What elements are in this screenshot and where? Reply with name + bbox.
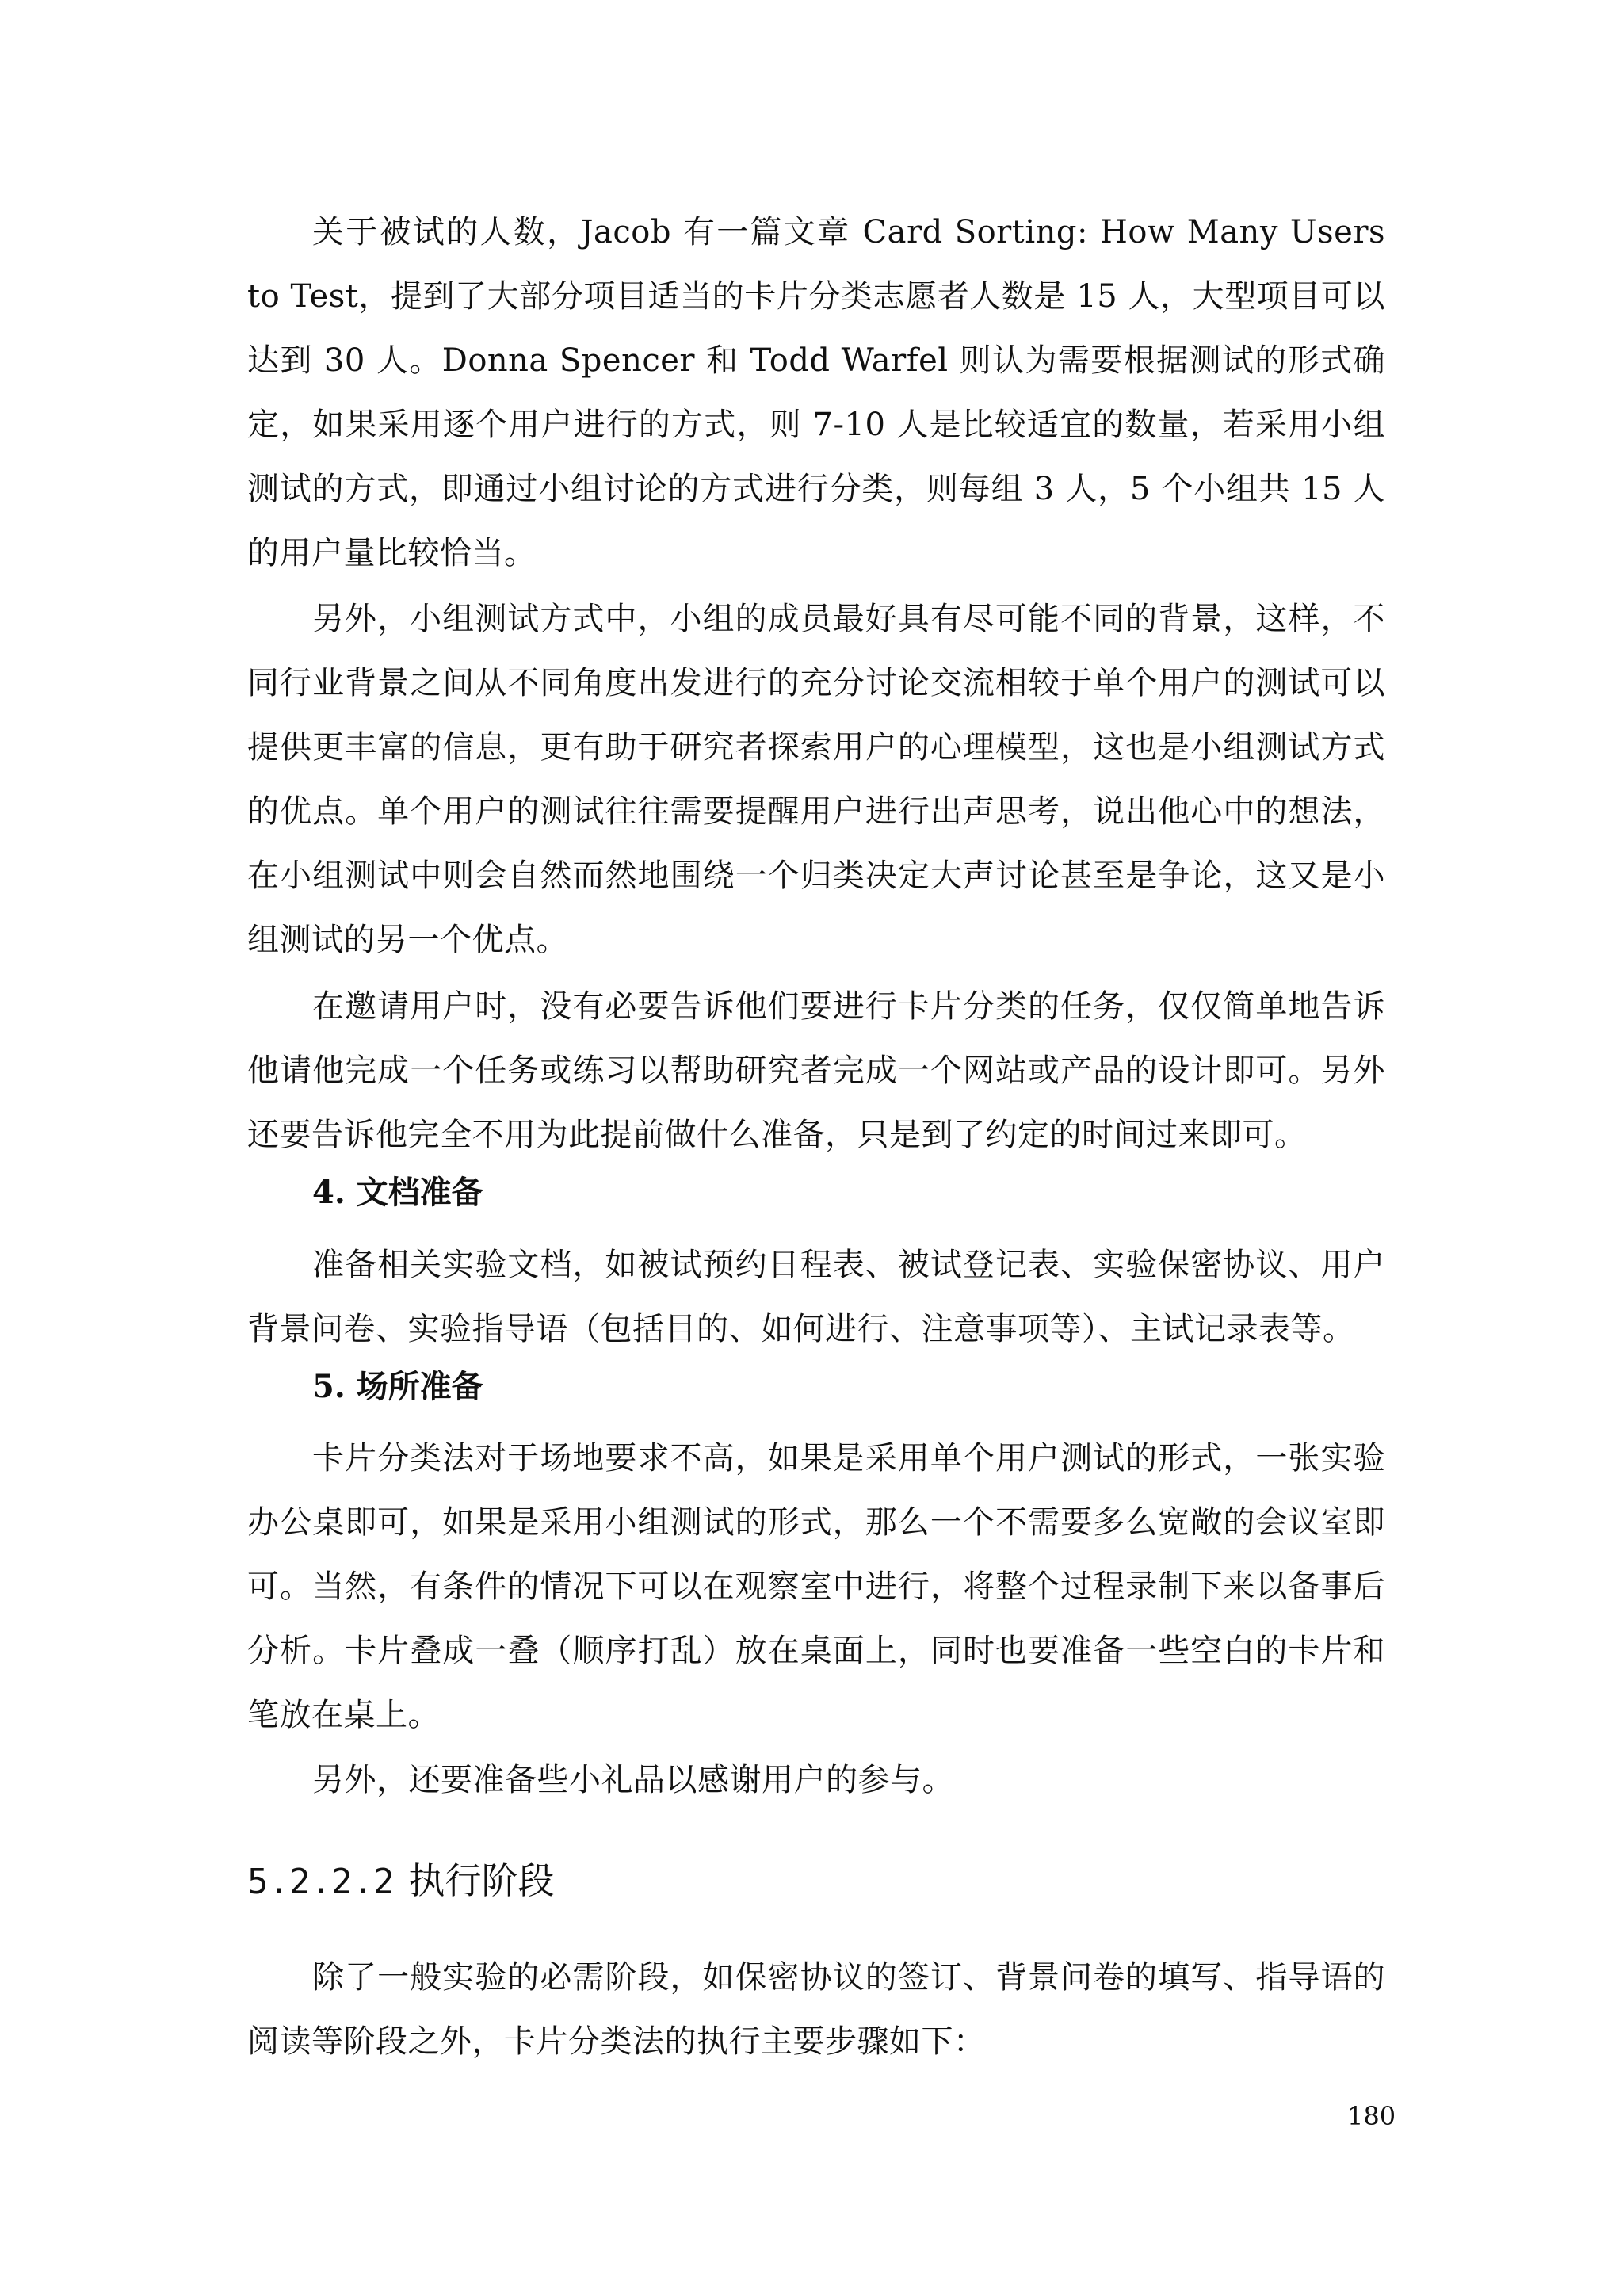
paragraph-document-preparation: 准备相关实验文档，如被试预约日程表、被试登记表、实验保密协议、用户背景问卷、实验指导语（包括目的、如何进行、注意事项等）、主试记录表等。 <box>247 1247 1385 1347</box>
paragraph-participant-count: 关于被试的人数，Jacob 有一篇文章 Card Sorting: How Many Users to Test，提到了大部分项目适当的卡片分类志愿者人数是 15 人，大型项目可以达到 30 人。Donna Spencer 和 Todd Warfel 则认为需要根据测试的形式确定，如果采用逐个用户进行的方式，则 7-10 人是比较适宜的数量，若采用小组测试的方式，即通过小组讨论的方式进行分类，则每组 3 人，5 个小组共 15 人的用户量比较恰当。 <box>247 214 1385 571</box>
page-number: 180 <box>1347 2101 1396 2131</box>
section-title: 执行阶段 <box>408 1859 555 1902</box>
section-heading <box>247 1853 554 1910</box>
paragraph-execution-steps: 除了一般实验的必需阶段，如保密协议的签订、背景问卷的填写、指导语的阅读等阶段之外，卡片分类法的执行主要步骤如下： <box>247 1959 1385 2060</box>
paragraph-group-testing: 另外，小组测试方式中，小组的成员最好具有尽可能不同的背景，这样，不同行业背景之间从不同角度出发进行的充分讨论交流相较于单个用户的测试可以提供更丰富的信息，更有助于研究者探索用户的心理模型，这也是小组测试方式的优点。单个用户的测试往往需要提醒用户进行出声思考，说出他心中的想法，在小组测试中则会自然而然地围绕一个归类决定大声讨论甚至是争论，这又是小组测试的另一个优点。 <box>247 601 1385 958</box>
subheading-venue-preparation: 5. 场所准备 <box>312 1368 483 1405</box>
paragraph-gifts: 另外，还要准备些小礼品以感谢用户的参与。 <box>312 1762 954 1798</box>
subheading-document-preparation: 4. 文档准备 <box>312 1174 483 1211</box>
paragraph-inviting-users: 在邀请用户时，没有必要告诉他们要进行卡片分类的任务，仅仅简单地告诉他请他完成一个任务或练习以帮助研究者完成一个网站或产品的设计即可。另外还要告诉他完全不用为此提前做什么准备，只是到了约定的时间过来即可。 <box>247 988 1385 1153</box>
section-number: 5.2.2.2 <box>247 1862 395 1902</box>
paragraph-venue-preparation: 卡片分类法对于场地要求不高，如果是采用单个用户测试的形式，一张实验办公桌即可，如果是采用小组测试的形式，那么一个不需要多么宽敞的会议室即可。当然，有条件的情况下可以在观察室中进行，将整个过程录制下来以备事后分析。卡片叠成一叠（顺序打乱）放在桌面上，同时也要准备一些空白的卡片和笔放在桌上。 <box>247 1440 1385 1733</box>
